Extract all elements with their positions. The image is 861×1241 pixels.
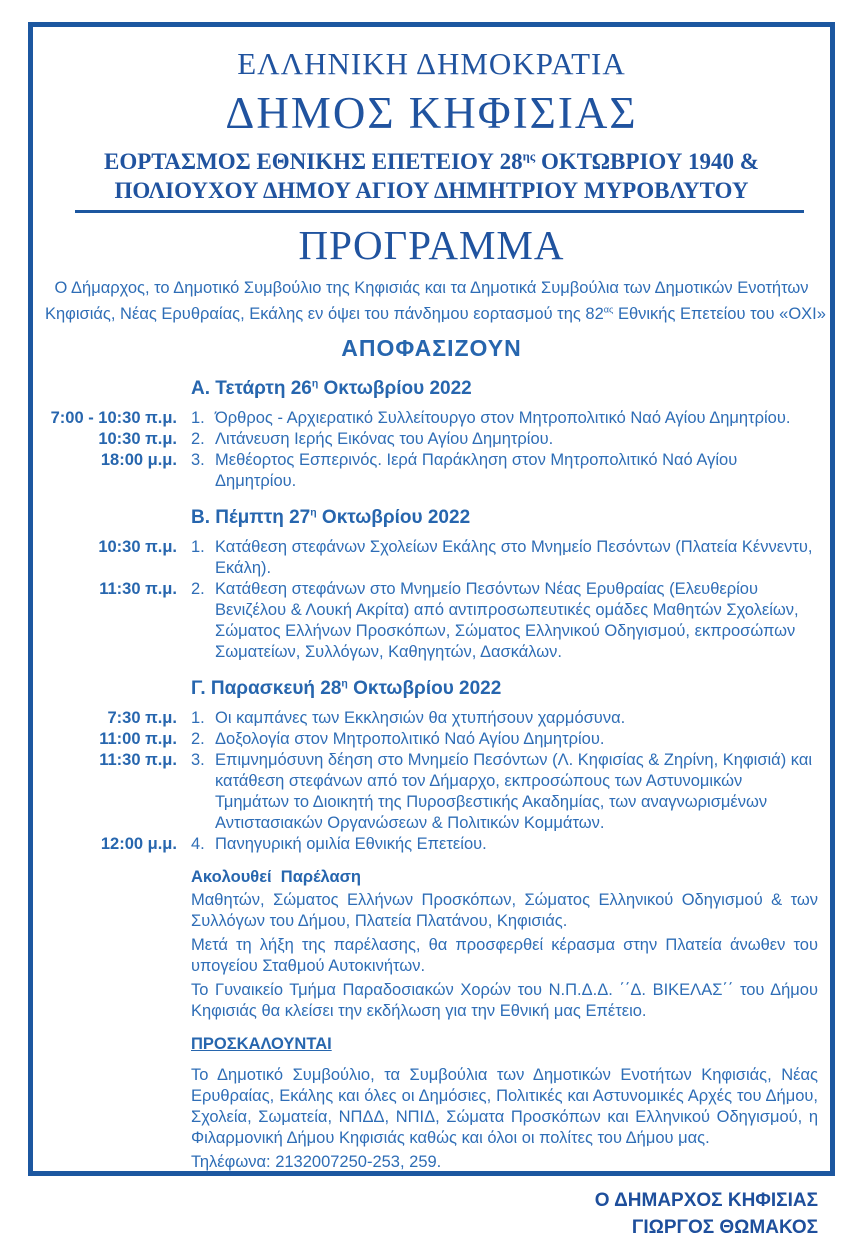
row-number: 1. [191, 538, 205, 556]
celebration-subtitle [45, 147, 818, 205]
row-time: 11:30 π.μ. [99, 751, 177, 769]
row-text [191, 708, 818, 729]
row-number: 3. [191, 751, 205, 769]
row-time: 11:00 π.μ. [99, 730, 177, 748]
row-text [191, 834, 818, 855]
document-border-frame [28, 22, 835, 1238]
intro-line-2-post: Εθνικής Επετείου του «ΟΧΙ» [613, 305, 826, 323]
row-description: Δοξολογία στον Μητροπολιτικό Ναό Αγίου Δημητρίου. [215, 730, 605, 748]
section-c-title-post: Οκτωβρίου 2022 [347, 678, 502, 699]
subtitle-ordinal-sup: ης [522, 149, 536, 164]
row-description: Οι καμπάνες των Εκκλησιών θα χτυπήσουν χαρμόσυνα. [215, 709, 626, 727]
row-text [191, 450, 818, 492]
invite-heading: ΠΡΟΣΚΑΛΟΥΝΤΑΙ [191, 1035, 332, 1053]
section-heading-b [191, 506, 818, 530]
municipality-title: ΔΗΜΟΣ ΚΗΦΙΣΙΑΣ [225, 88, 638, 138]
invite-paragraph: Το Δημοτικό Συμβούλιο, τα Συμβούλια των Δημοτικών Ενοτήτων Κηφισιάς, Νέας Ερυθραίας, Εκάλης και όλες οι Δημόσιες, Πολιτικές και Αστυνομικές Αρχές του Δήμου, Σχολεία, Σωματεία, ΝΠΔΔ, ΝΠΙΔ, Σώματα Προσκόπων και Ελληνικού Οδηγισμού, η Φιλαρμονική Δήμου Κηφισιάς καθώς και όλοι οι πολίτες του Δήμου μας. [191, 1066, 818, 1147]
row-number: 2. [191, 430, 205, 448]
section-a-title-pre: Α. Τετάρτη 26 [191, 378, 312, 399]
row-number: 3. [191, 451, 205, 469]
row-time: 10:30 π.μ. [98, 430, 177, 448]
section-c-ordinal-sup: η [341, 678, 348, 690]
schedule-row [45, 834, 818, 855]
row-time: 7:00 - 10:30 π.μ. [50, 409, 177, 427]
row-text [191, 537, 818, 579]
row-time: 12:00 μ.μ. [100, 835, 177, 853]
row-description: Όρθρος - Αρχιερατικό Συλλείτουργο στον Μητροπολιτικό Ναό Αγίου Δημητρίου. [215, 409, 791, 427]
parade-paragraph-2: Μετά τη λήξη της παρέλασης, θα προσφερθεί κέρασμα στην Πλατεία άνωθεν του υπογείου Σταθμού Αυτοκινήτων. [191, 936, 818, 975]
schedule-row [45, 408, 818, 429]
schedule-row [45, 450, 818, 492]
row-time: 18:00 μ.μ. [100, 451, 177, 469]
row-time: 11:30 π.μ. [99, 580, 177, 598]
row-description: Κατάθεση στεφάνων στο Μνημείο Πεσόντων Νέας Ερυθραίας (Ελευθερίου Βενιζέλου & Λουκή Ακρίτα) από αντιπροσωπευτικές ομάδες Μαθητών Σχολείων, Σώματος Ελλήνων Προσκόπων, Σώματος Ελληνικού Οδηγισμού, εκπροσώπων Σωματείων, Συλλόγων, Καθηγητών, Δασκάλων. [215, 580, 799, 661]
row-description: Πανηγυρική ομιλία Εθνικής Επετείου. [215, 835, 487, 853]
section-a-ordinal-sup: η [311, 378, 319, 390]
parade-block [191, 867, 818, 1022]
schedule-row [45, 579, 818, 663]
row-description: Μεθέορτος Εσπερινός. Ιερά Παράκληση στον Μητροπολιτικό Ναό Αγίου Δημητρίου. [215, 451, 738, 490]
intro-line-2-pre: Κηφισιάς, Νέας Ερυθραίας, Εκάλης εν όψει του πάνδημου εορτασμού της 82 [45, 305, 604, 323]
phones-line: Τηλέφωνα: 2132007250-253, 259. [191, 1153, 442, 1171]
subtitle-line-1-post: ΟΚΤΩΒΡΙΟΥ 1940 & [535, 149, 759, 174]
schedule-row [45, 729, 818, 750]
row-time: 10:30 π.μ. [98, 538, 177, 556]
row-time: 7:30 π.μ. [107, 709, 177, 727]
schedule-row [45, 537, 818, 579]
row-number: 1. [191, 409, 205, 427]
republic-title: ΕΛΛΗΝΙΚΗ ΔΗΜΟΚΡΑΤΙΑ [237, 46, 626, 81]
parade-heading: Ακολουθεί Παρέλαση [191, 868, 362, 886]
row-description: Κατάθεση στεφάνων Σχολείων Εκάλης στο Μνημείο Πεσόντων (Πλατεία Κέννεντυ, Εκάλη). [215, 538, 813, 577]
parade-paragraph-3: Το Γυναικείο Τμήμα Παραδοσιακών Χορών του Ν.Π.Δ.Δ. ΄΄Δ. ΒΙΚΕΛΑΣ΄΄ του Δήμου Κηφισιάς θα κλείσει την εκδήλωση για την Εθνική μας Επέτειο. [191, 981, 818, 1020]
row-description: Επιμνημόσυνη δέηση στο Μνημείο Πεσόντων (Λ. Κηφισίας & Ζηρίνη, Κηφισιά) και κατάθεση στεφάνων από τον Δήμαρχο, εκπροσώπους των Αστυνομικών Τμημάτων το Διοικητή της Πυροσβεστικής Ακαδημίας, των αναγνωρισμένων Αντιστασιακών Οργανώσεων & Πολιτικών Κομμάτων. [215, 751, 813, 832]
row-number: 2. [191, 730, 205, 748]
signature-block [45, 1187, 818, 1241]
parade-paragraph-1: Μαθητών, Σώματος Ελλήνων Προσκόπων, Σώματος Ελληνικού Οδηγισμού & των Συλλόγων του Δήμου, Πλατεία Πλατάνου, Κηφισιάς. [191, 891, 818, 930]
subtitle-line-1-pre: ΕΟΡΤΑΣΜΟΣ ΕΘΝΙΚΗΣ ΕΠΕΤΕΙΟΥ 28 [104, 149, 523, 174]
section-b-ordinal-sup: η [310, 507, 317, 519]
mayor-title-line: Ο ΔΗΜΑΡΧΟΣ ΚΗΦΙΣΙΑΣ [594, 1190, 818, 1211]
section-b-title-post: Οκτωβρίου 2022 [316, 507, 471, 528]
section-c-title-pre: Γ. Παρασκευή 28 [191, 678, 342, 699]
decision-heading: ΑΠΟΦΑΣΙΖΟΥΝ [341, 335, 522, 361]
section-a-title-post: Οκτωβρίου 2022 [318, 378, 472, 399]
subtitle-line-2: ΠΟΛΙΟΥΧΟΥ ΔΗΜΟΥ ΑΓΙΟΥ ΔΗΜΗΤΡΙΟΥ ΜΥΡΟΒΛΥΤΟΥ [114, 178, 749, 203]
invite-block [191, 1034, 818, 1173]
row-text [191, 429, 818, 450]
intro-paragraph [45, 275, 826, 327]
row-number: 2. [191, 580, 205, 598]
row-text [191, 729, 818, 750]
schedule-row [45, 708, 818, 729]
intro-line-1: Ο Δήμαρχος, το Δημοτικό Συμβούλιο της Κηφισιάς και τα Δημοτικά Συμβούλια των Δημοτικών Ενοτήτων [54, 279, 809, 297]
mayor-name-line: ΓΙΩΡΓΟΣ ΘΩΜΑΚΟΣ [631, 1217, 818, 1238]
program-title: ΠΡΟΓΡΑΜΜΑ [298, 222, 565, 268]
section-heading-a [191, 377, 818, 401]
intro-ordinal-sup: ας [603, 304, 614, 315]
row-text [191, 750, 818, 834]
divider-rule [75, 210, 804, 213]
row-text [191, 579, 818, 663]
schedule-row [45, 429, 818, 450]
intro-line-2 [45, 301, 826, 327]
section-heading-c [191, 677, 818, 701]
section-b-title-pre: Β. Πέμπτη 27 [191, 507, 311, 528]
row-text [191, 408, 818, 429]
schedule-row [45, 750, 818, 834]
subtitle-line-1 [45, 147, 818, 176]
row-number: 4. [191, 835, 205, 853]
row-number: 1. [191, 709, 205, 727]
row-description: Λιτάνευση Ιερής Εικόνας του Αγίου Δημητρίου. [215, 430, 554, 448]
